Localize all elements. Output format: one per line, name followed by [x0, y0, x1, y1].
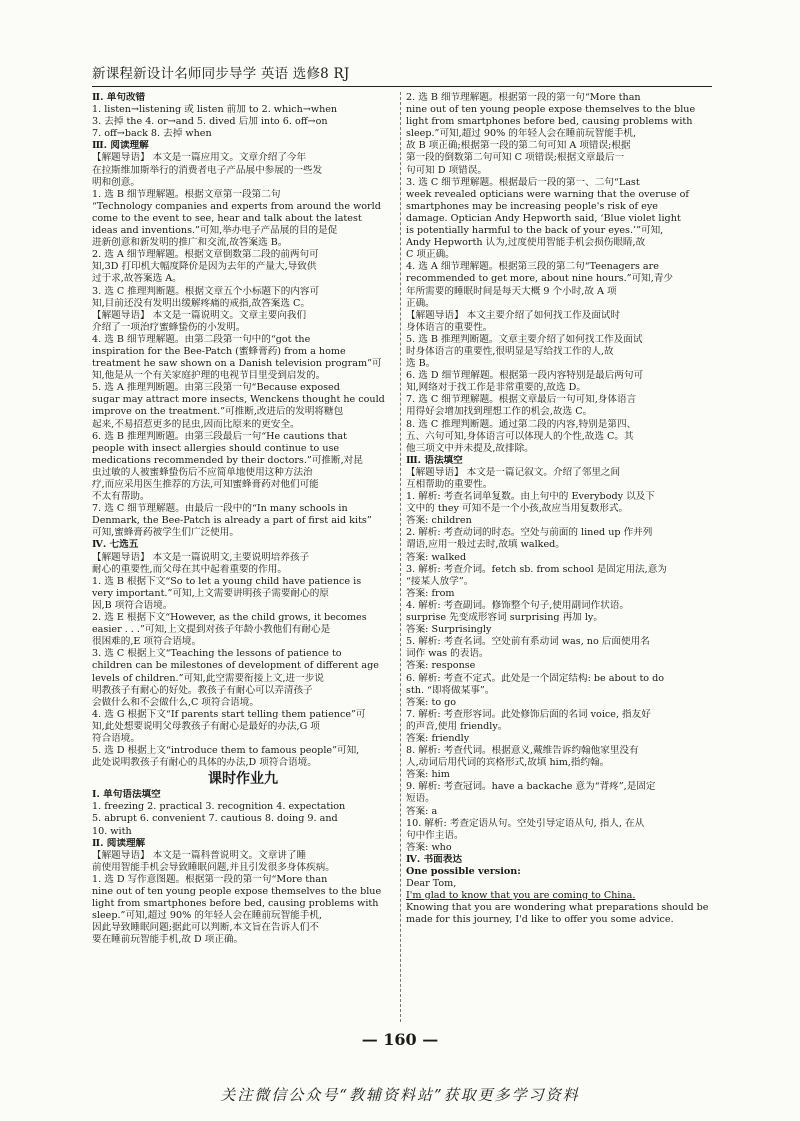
text-line: “接某人放学”。 [406, 575, 474, 587]
section-heading: Ⅳ. 七选五 [92, 539, 139, 551]
text-line: 在拉斯维加斯举行的消费者电子产品展中参展的一些发 [92, 164, 323, 176]
text-line: 8. 解析: 考查代词。根据意义,戴维告诉约翰他家里没有 [406, 745, 639, 757]
text-line: is potentially harmful to the back of your eyes.’”可知, [406, 225, 664, 237]
text-line: 7. off→back 8. 去掉 when [92, 128, 212, 140]
text-line: 文中的 they 可知不是一个小孩,故应当用复数形式。 [406, 503, 629, 515]
text-line: 介绍了一项治疗蜜蜂蛰伤的小发明。 [92, 321, 246, 333]
text-line: 【解题导语】 本文是一篇应用文。文章介绍了今年 [92, 152, 307, 164]
section-heading: Ⅰ. 单句语法填空 [92, 789, 161, 801]
header-rule [92, 86, 712, 87]
text-line: I'm glad to know that you are coming to China. [406, 890, 636, 902]
text-line: 知,此处想要说明父母教孩子有耐心是最好的办法,G 项 [92, 720, 320, 732]
text-line: 句可知 D 项错误。 [406, 164, 487, 176]
text-line: 选 B。 [406, 358, 436, 370]
text-line: 知,目前还没有发明出缓解疼痛的戒指,故答案选 C。 [92, 297, 310, 309]
text-line: 句中作主语。 [406, 829, 464, 841]
text-line: 的声音,使用 friendly。 [406, 720, 508, 732]
text-line: 明和创意。 [92, 176, 140, 188]
section-heading: Ⅱ. 阅读理解 [92, 837, 146, 849]
text-line: 年所需要的睡眠时间是每天大概 9 个小时,故 A 项 [406, 285, 617, 297]
page-header: 新课程新设计名师同步导学 英语 选修8 RJ [92, 66, 350, 82]
text-line: 2. 选 E 根据下文“However, as the child grows, it becomes [92, 612, 367, 624]
text-line: 5. 选 B 推理判断题。文章主要介绍了如何找工作及面试 [406, 333, 643, 345]
text-line: improve on the treatment.”可推断,改进后的发明将糖包 [92, 406, 344, 418]
text-line: 3. 去掉 the 4. or→and 5. dived 后加 into 6. off→on [92, 116, 328, 128]
text-line: 【解题导语】 本文主要介绍了如何找工作及面试时 [406, 309, 621, 321]
text-line: 2. 选 A 细节理解题。根据文章倒数第二段的前两句可 [92, 249, 319, 261]
text-line: 6. 选 D 细节理解题。根据第一段内容特别是最后两句可 [406, 370, 644, 382]
text-line: smartphones may be increasing people's risk of eye [406, 200, 658, 212]
text-line: sth. “即将做某事”。 [406, 684, 495, 696]
text-line: 第一段的倒数第二句可知 C 项错误;根据文章最后一 [406, 152, 625, 164]
text-line: 3. 解析: 考查介词。fetch sb. from school 是固定用法,意为 [406, 563, 667, 575]
text-line: 3. 选 C 根据上文“Teaching the lessons of patience to [92, 648, 342, 660]
text-line: very important.”可知,上文需要讲明孩子需要耐心的原 [92, 587, 329, 599]
section-heading: Ⅳ. 书面表达 [406, 853, 462, 865]
text-line: 5. 解析: 考查名词。空处前有系动词 was, no 后面使用名 [406, 636, 650, 648]
text-line: 疗,而应采用医生推荐的方法,可知蜜蜂膏药对他们可能 [92, 479, 319, 490]
text-line: 7. 选 C 细节理解题。根据文章最后一句可知,身体语言 [406, 394, 637, 406]
text-line: 10. with [92, 825, 132, 837]
text-line: 1. freezing 2. practical 3. recognition 4. expectation [92, 801, 346, 813]
text-line: 【解题导语】 本文是一篇说明文,主要说明培养孩子 [92, 551, 310, 563]
text-line: week revealed opticians were warning that the overuse of [406, 188, 689, 200]
text-line: 答案: to go [406, 696, 457, 708]
text-line: 会做什么和不会做什么,C 项符合语境。 [92, 696, 259, 708]
text-line: nine out of ten young people expose themselves to the blue [406, 104, 696, 116]
text-line: 明教孩子有耐心的好处。教孩子有耐心可以弄清孩子 [92, 684, 313, 696]
text-line: 1. 选 B 细节理解题。根据文章第一段第二句 [92, 188, 281, 200]
text-line: 时身体语言的重要性,很明显是写给找工作的人,故 [406, 345, 614, 357]
text-line: 人,动词后用代词的宾格形式,故填 him,指约翰。 [406, 757, 610, 769]
section-heading: One possible version: [406, 866, 521, 877]
text-line: 五、六句可知,身体语言可以体现人的个性,故选 C。其 [406, 430, 634, 442]
text-line: 答案: friendly [406, 732, 470, 744]
text-line: 过于求,故答案选 A。 [92, 273, 182, 285]
text-line: ideas and inventions.”可知,举办电子产品展的目的是促 [92, 225, 338, 237]
text-line: “Technology companies and experts from around the world [92, 200, 381, 212]
section-title: 课时作业九 [208, 771, 278, 788]
text-line: 知,网络对于找工作是非常重要的,故选 D。 [406, 382, 586, 394]
text-line: C 项正确。 [406, 249, 455, 261]
text-line: 短语。 [406, 793, 435, 805]
text-line: 1. 解析: 考查名词单复数。由上句中的 Everybody 以及下 [406, 491, 655, 503]
text-line: 7. 选 C 细节理解题。由最后一段中的“In many schools in [92, 503, 348, 515]
text-line: 他三项文中并未提及,故排除。 [406, 442, 534, 454]
text-line: 虫过敏的人被蜜蜂蛰伤后不应简单地使用这种方法治 [92, 466, 313, 478]
text-line: 6. 解析: 考查不定式。此处是一个固定结构: be about to do [406, 672, 665, 684]
text-line: 2. 选 B 细节理解题。根据第一段的第一句“More than [406, 92, 641, 103]
text-line: sugar may attract more insects, Wenckens thought he could [92, 394, 385, 406]
section-heading: Ⅲ. 阅读理解 [92, 140, 149, 152]
text-line: 7. 解析: 考查形容词。此处修饰后面的名词 voice, 指友好 [406, 708, 651, 720]
left-column [92, 92, 394, 946]
text-line: light from smartphones before bed, causing problems with [92, 898, 379, 910]
text-line: 此处说明教孩子有耐心的具体的办法,D 项符合语境。 [92, 757, 317, 769]
text-line: 1. 选 B 根据下文“So to let a young child have patience is [92, 575, 362, 587]
text-line: 答案: walked [406, 551, 467, 563]
column-divider [400, 92, 401, 1022]
text-line: 谓语,应用一般过去时,故填 walked。 [406, 539, 565, 551]
text-line: 互相帮助的重要性。 [406, 479, 493, 490]
footer-watermark: 关注微信公众号“教辅资料站”获取更多学习资料 [220, 1086, 580, 1104]
text-line: 5. abrupt 6. convenient 7. cautious 8. doing 9. and [92, 813, 338, 825]
text-line: 【解题导语】 本文是一篇记叙文。介绍了邻里之间 [406, 466, 621, 478]
text-line: 4. 选 A 细节理解题。根据第三段的第二句“Teenagers are [406, 261, 659, 273]
text-line: 身体语言的重要性。 [406, 321, 493, 333]
text-line: easier . . .”可知,上文提到对孩子年龄小教他们有耐心是 [92, 624, 331, 636]
text-line: 起来,不易招惹更多的昆虫,因而比原来的更安全。 [92, 418, 300, 430]
text-line: 1. listen→listening 或 listen 前加 to 2. which→when [92, 104, 338, 116]
text-line: 词作 was 的表语。 [406, 648, 489, 660]
text-line: 4. 选 B 细节理解题。由第二段第一句中的“got the [92, 333, 311, 345]
text-line: 知,他是从一个有关家庭护理的电视节目里受到启发的。 [92, 370, 326, 382]
text-line: 答案: a [406, 805, 438, 817]
text-line: 10. 解析: 考查定语从句。空处引导定语从句, 指人, 在从 [406, 817, 645, 829]
text-line: medications recommended by their doctors.”可推断,对昆 [92, 454, 363, 466]
text-line: inspiration for the Bee-Patch (蜜蜂膏药) from a home [92, 345, 346, 357]
text-line: light from smartphones before bed, causing problems with [406, 116, 693, 128]
text-line: 答案: him [406, 769, 450, 781]
text-line: 3. 选 C 推理判断题。根据文章五个小标题下的内容可 [92, 285, 320, 297]
text-line: 很困难的,E 项符合语境。 [92, 636, 202, 648]
text-line: damage. Optician Andy Hepworth said, ‘Blue violet light [406, 212, 681, 224]
section-heading: Ⅱ. 单句改错 [92, 92, 146, 103]
text-line: 6. 选 B 推理判断题。由第三段最后一句“He cautions that [92, 430, 347, 442]
text-line: Dear Tom, [406, 878, 457, 890]
text-line: surprise 先变成形容词 surprising 再加 ly。 [406, 612, 603, 624]
text-line: nine out of ten young people expose themselves to the blue [92, 886, 382, 897]
text-line: 进新创意和新发明的推广和交流,故答案选 B。 [92, 237, 288, 249]
text-line: 5. 选 A 推理判断题。由第三段第一句“Because exposed [92, 382, 340, 394]
text-line: 符合语境。 [92, 732, 140, 744]
text-line: 答案: children [406, 515, 472, 527]
text-line: 3. 选 C 细节理解题。根据最后一段的第一、二句“Last [406, 176, 640, 188]
section-heading: Ⅲ. 语法填空 [406, 454, 463, 466]
text-line: 正确。 [406, 297, 435, 309]
page-number: — 160 — [361, 1030, 439, 1049]
text-line: 故 B 项正确;根据第一段的第二句可知 A 项错误;根据 [406, 140, 631, 152]
text-line: 5. 选 D 根据上文“introduce them to famous people”可知, [92, 745, 360, 757]
text-line: 2. 解析: 考查动词的时态。空处与前面的 lined up 作并列 [406, 527, 653, 539]
text-line: Knowing that you are wondering what preparations should be [406, 902, 709, 914]
text-line: 因,B 项符合语境。 [92, 599, 173, 611]
right-column [406, 92, 712, 926]
text-line: Andy Hepworth 认为,过度使用智能手机会损伤眼睛,故 [406, 237, 646, 249]
text-line: 1. 选 D 写作意图题。根据第一段的第一句“More than [92, 873, 328, 885]
text-line: 可知,蜜蜂膏药被学生们广泛使用。 [92, 527, 239, 539]
text-line: 【解题导语】 本文是一篇说明文。文章主要向我们 [92, 309, 307, 321]
text-line: 耐心的重要性,而父母在其中起着重要的作用。 [92, 563, 287, 575]
text-line: children can be milestones of development of different age [92, 660, 379, 672]
text-line: 前使用智能手机会导致睡眠问题,并且引发很多身体疾病。 [92, 861, 335, 873]
text-line: levels of children.”可知,此空需要衔接上文,进一步说 [92, 672, 324, 684]
text-line: 4. 解析: 考查副词。修饰整个句子,使用副词作状语。 [406, 599, 630, 611]
text-line: 答案: Surprisingly [406, 624, 492, 636]
text-line: 用得好会增加找到理想工作的机会,故选 C。 [406, 406, 593, 418]
text-line: people with insect allergies should continue to use [92, 442, 340, 454]
text-line: 不太有帮助。 [92, 491, 150, 503]
text-line: 【解题导语】 本文是一篇科普说明文。文章讲了睡 [92, 849, 307, 861]
text-line: come to the event to see, hear and talk about the latest [92, 212, 362, 224]
text-line: made for this journey, I'd like to offer you some advice. [406, 914, 674, 926]
text-line: 因此导致睡眠问题;据此可以判断,本文旨在告诉人们不 [92, 922, 319, 934]
text-line: recommended to get more, about nine hours.”可知,青少 [406, 273, 674, 285]
text-line: 9. 解析: 考查冠词。have a backache 意为“背疼”,是固定 [406, 781, 656, 793]
text-line: Denmark, the Bee-Patch is already a part of first aid kits” [92, 515, 372, 527]
text-line: 答案: from [406, 587, 455, 599]
text-line: 知,3D 打印机大幅度降价是因为去年的产量大,导致供 [92, 261, 317, 273]
text-line: 答案: who [406, 841, 452, 853]
text-line: sleep.”可知,超过 90% 的年轻人会在睡前玩智能手机, [406, 128, 637, 140]
text-line: 要在睡前玩智能手机,故 D 项正确。 [92, 934, 244, 946]
text-line: 4. 选 G 根据下文“If parents start telling them patience”可 [92, 708, 366, 720]
text-line: 答案: response [406, 660, 476, 672]
text-line: 8. 选 C 推理判断题。通过第二段的内容,特别是第四、 [406, 418, 637, 430]
text-line: sleep.”可知,超过 90% 的年轻人会在睡前玩智能手机, [92, 910, 323, 922]
text-line: treatment he saw shown on a Danish television program”可 [92, 358, 382, 370]
